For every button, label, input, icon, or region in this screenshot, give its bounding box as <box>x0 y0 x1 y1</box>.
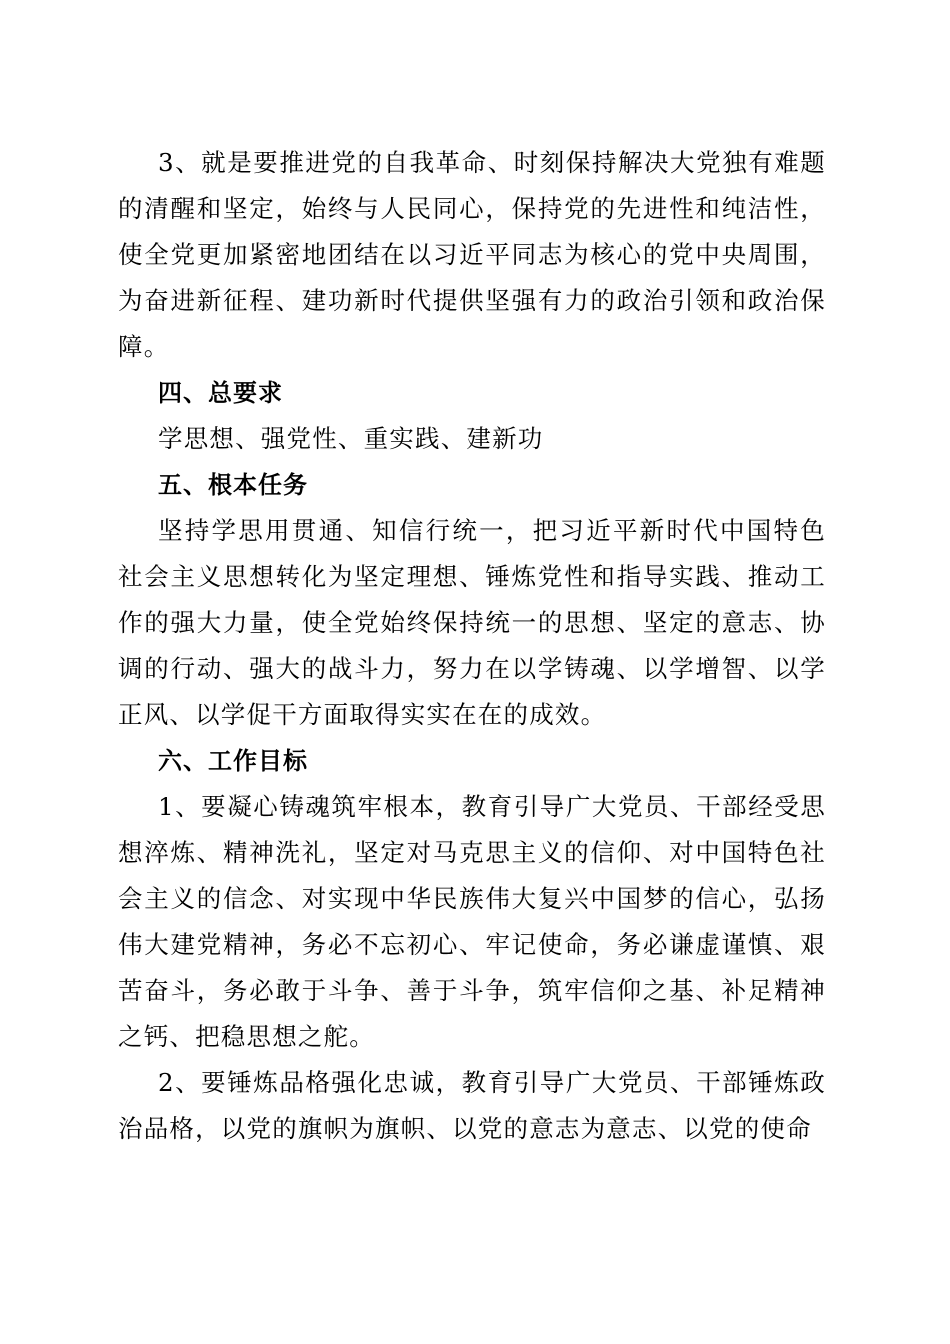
paragraph-fundamental-task: 坚持学思用贯通、知信行统一，把习近平新时代中国特色社会主义思想转化为坚定理想、锤炼党性和指导实践、推动工作的强大力量，使全党始终保持统一的思想、坚定的意志、协调的行动、强大的战斗力，努力在以学铸魂、以学增智、以学正风、以学促干方面取得实实在在的成效。 <box>118 516 826 729</box>
paragraph-work-goal-2: 2、要锤炼品格强化忠诚，教育引导广大党员、干部锤炼政治品格，以党的旗帜为旗帜、以党的意志为意志、以党的使命 <box>118 1068 826 1143</box>
paragraph-work-goal-1: 1、要凝心铸魂筑牢根本，教育引导广大党员、干部经受思想淬炼、精神洗礼，坚定对马克思主义的信仰、对中国特色社会主义的信念、对实现中华民族伟大复兴中国梦的信心，弘扬伟大建党精神，务必不忘初心、牢记使命，务必谦虚谨慎、艰苦奋斗，务必敢于斗争、善于斗争，筑牢信仰之基、补足精神之钙、把稳思想之舵。 <box>118 792 826 1051</box>
section-heading-fundamental-task: 五、根本任务 <box>158 471 308 499</box>
section-heading-work-goals: 六、工作目标 <box>158 747 308 775</box>
paragraph-item-3: 3、就是要推进党的自我革命、时刻保持解决大党独有难题的清醒和坚定，始终与人民同心，保持党的先进性和纯洁性，使全党更加紧密地团结在以习近平同志为核心的党中央周围，为奋进新征程、建功新时代提供坚强有力的政治引领和政治保障。 <box>118 148 826 361</box>
paragraph-general-requirements: 学思想、强党性、重实践、建新功 <box>158 424 544 453</box>
document-page <box>118 140 826 1152</box>
section-heading-general-requirements: 四、总要求 <box>158 379 283 407</box>
